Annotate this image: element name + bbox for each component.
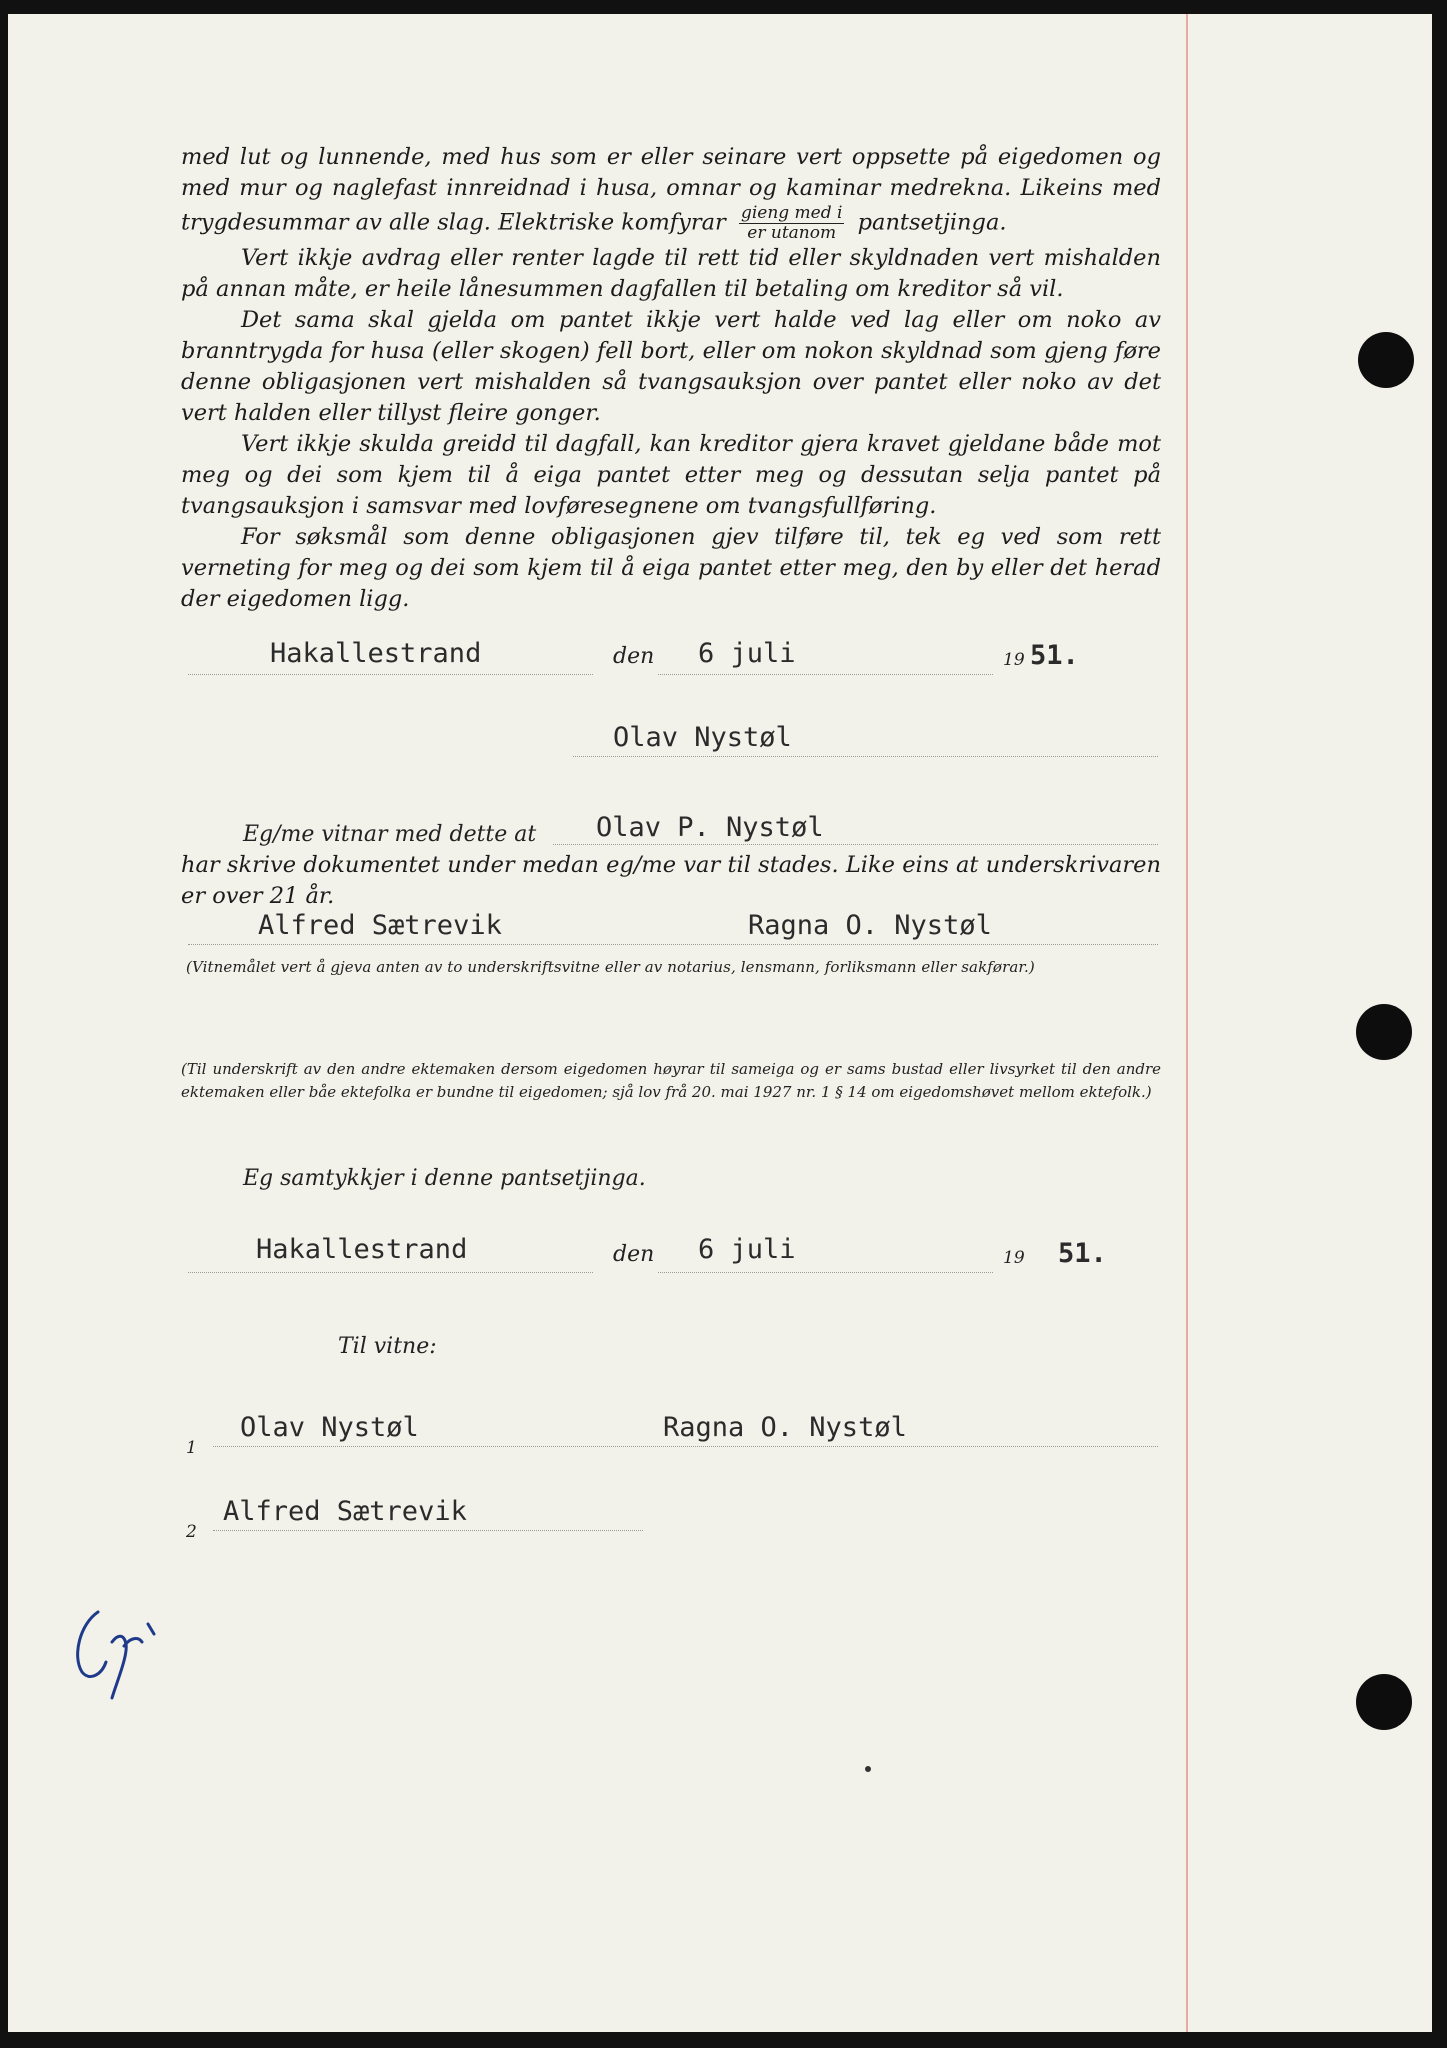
document-page: [8, 14, 1432, 2032]
date1-place-line: [188, 674, 593, 675]
date1-day-line: [658, 674, 993, 675]
witness-right: Ragna O. Nystøl: [748, 910, 992, 941]
witness-statement-line: [553, 844, 1158, 845]
witness-note: (Vitnemålet vert å gjeva anten av to underskriftsvitne eller av notarius, lensmann, forliksmann eller sakførar.): [186, 958, 1035, 976]
witnesses-line: [188, 944, 1158, 945]
paragraph-venue: For søksmål som denne obligasjonen gjev tilføre til, tek eg ved som rett verneting for meg og dei som kjem til å eiga pantet etter meg, den by eller det herad der eigedomen ligg.: [181, 524, 1161, 612]
fraction-option: $\frac{\text{gieng med i}}{\text{er utanom}}$: [740, 203, 843, 243]
date1-place: Hakallestrand: [270, 638, 482, 669]
vitne1-line: [213, 1446, 1158, 1447]
spouse-note: (Til underskrift av den andre ektemaken dersom eigedomen høyrar til sameiga og er sams bustad eller livsyrket til den andre ektemaken eller båe ektefolka er bundne til eigedomen; sjå lov frå 20. mai 1927 nr. 1 § 14 om eigedomshøvet mellom ektefolk.): [181, 1060, 1161, 1101]
ink-dot: [865, 1766, 871, 1772]
date2-day-line: [658, 1272, 993, 1273]
punch-hole-top: [1358, 332, 1414, 388]
vitne-number: 1: [186, 1438, 197, 1458]
date2-place: Hakallestrand: [256, 1234, 468, 1265]
signature1-line: [573, 756, 1158, 757]
paragraph-default: Vert ikkje avdrag eller renter lagde til rett tid eller skyldnaden vert mishalden på annan måte, er heile lånesummen dagfallen til betaling om kreditor så vil.: [181, 245, 1161, 302]
date2-den: den: [613, 1242, 655, 1267]
til-vitne-label: Til vitne:: [338, 1334, 437, 1359]
vitne2-line: [213, 1530, 643, 1531]
vitne-name: Olav Nystøl: [240, 1412, 419, 1443]
paragraph-insurance: Det sama skal gjelda om pantet ikkje vert halde ved lag eller om noko av branntrygda for husa (eller skogen) fell bort, eller om nokon skyldnad som gjeng føre denne obligasjonen vert mishalden så tvangsauksjon over pantet eller noko av det vert halden eller tillyst fleire gonger.: [181, 307, 1161, 426]
body-text: [181, 142, 1161, 615]
handwritten-initial-icon: [68, 1594, 178, 1704]
date1-den: den: [613, 644, 655, 669]
paragraph-maturity: Vert ikkje skulda greidd til dagfall, kan kreditor gjera kravet gjeldane både mot meg og dei som kjem til å eiga pantet etter meg og dessutan selja pantet på tvangsauksjon i samsvar med lovføresegnene om tvangsfullføring.: [181, 431, 1161, 519]
witness-statement-name: Olav P. Nystøl: [596, 812, 824, 843]
witness-left: Alfred Sætrevik: [258, 910, 502, 941]
witness-intro: Eg/me vitnar med dette at: [243, 822, 537, 847]
date2-day: 6 juli: [698, 1234, 796, 1265]
date1-year-prefix: 19: [1003, 650, 1025, 670]
date1-day: 6 juli: [698, 638, 796, 669]
date2-year: 51.: [1058, 1238, 1107, 1269]
date1-year: 51.: [1030, 640, 1079, 671]
punch-hole-middle: [1356, 1004, 1412, 1060]
consent-text: Eg samtykkjer i denne pantsetjinga.: [243, 1166, 646, 1191]
vitne-name: Alfred Sætrevik: [223, 1496, 467, 1527]
spouse-signature: Ragna O. Nystøl: [663, 1412, 907, 1443]
date2-place-line: [188, 1272, 593, 1273]
witness-statement-text: har skrive dokumentet under medan eg/me var til stades. Like eins at underskrivaren er over 21 år.: [181, 852, 1161, 909]
date2-year-prefix: 19: [1003, 1248, 1025, 1268]
vitne-number: 2: [186, 1522, 197, 1542]
paragraph-property: med lut og lunnende, med hus som er eller seinare vert oppsette på eigedomen og med mur og naglefast innreidnad i husa, omnar og kaminar medrekna. Likeins med trygdesummar av alle slag. Elektriske komfyrar $\frac{\text{gieng med i}}{\text{er utanom}}$ pantsetjinga.: [181, 144, 1161, 243]
margin-line: [1186, 14, 1188, 2032]
signature1: Olav Nystøl: [613, 722, 792, 753]
punch-hole-bottom: [1356, 1674, 1412, 1730]
